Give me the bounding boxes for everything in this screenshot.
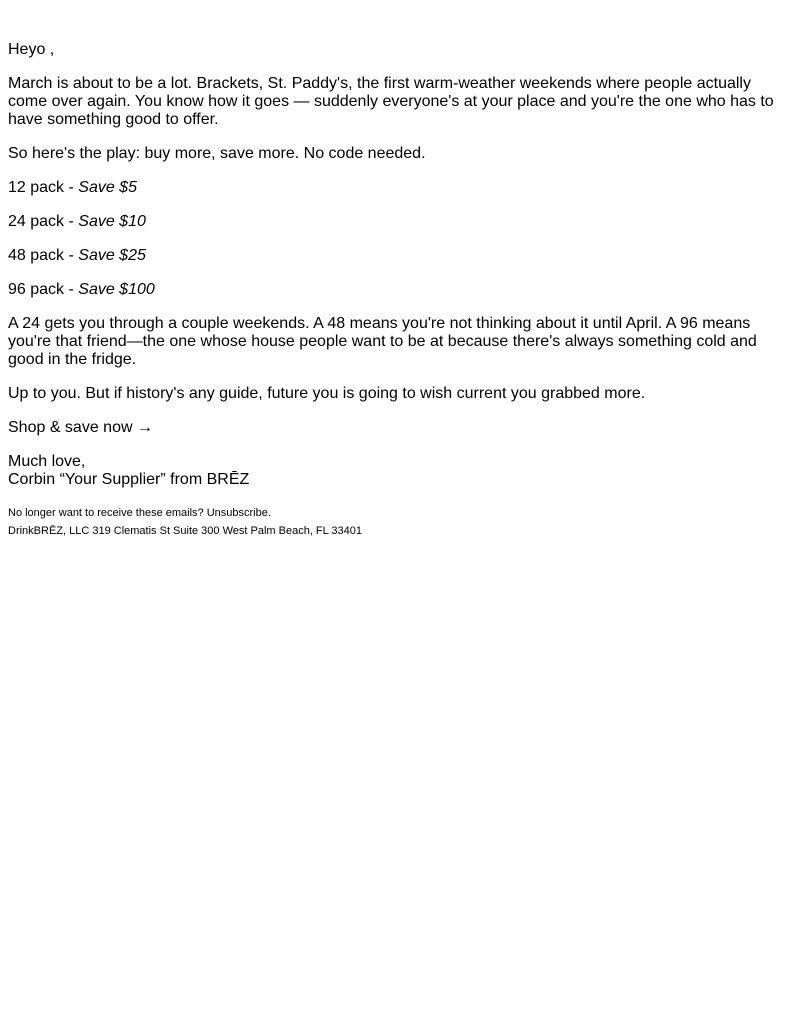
signature-block xyxy=(8,453,788,489)
intro-paragraph: March is about to be a lot. Brackets, St. Paddy's, the first warm-weather weekends where people actually come over again. You know how it goes — suddenly everyone's at your place and you're the one who has to have something good to offer. xyxy=(8,75,774,128)
offer-pack: 96 pack - xyxy=(8,281,79,298)
unsubscribe-link[interactable]: Unsubscribe. xyxy=(206,507,271,519)
signature: Corbin “Your Supplier” from BRĒZ xyxy=(8,471,250,488)
offer-item-48 xyxy=(8,247,788,265)
offer-savings: Save $25 xyxy=(78,247,146,264)
email-body xyxy=(8,41,788,543)
greeting: Heyo , xyxy=(8,41,55,58)
cta-row xyxy=(8,419,788,437)
closer-paragraph: Up to you. But if history's any guide, future you is going to wish current you grabbed more. xyxy=(8,385,646,402)
offer-pack: 24 pack - xyxy=(8,213,79,230)
offer-savings: Save $5 xyxy=(78,179,137,196)
unsubscribe-line xyxy=(8,507,788,520)
email-footer xyxy=(8,507,788,538)
signoff: Much love, xyxy=(8,453,86,470)
pitch-paragraph: A 24 gets you through a couple weekends. A 48 means you're not thinking about it until April. A 96 means you're that friend—the one whose house people want to be at because there's always something cold and good in the fridge. xyxy=(8,315,757,368)
offer-item-96 xyxy=(8,281,788,299)
offer-savings: Save $10 xyxy=(78,213,146,230)
offer-intro: So here's the play: buy more, save more. No code needed. xyxy=(8,145,426,162)
company-address: DrinkBRĒZ, LLC 319 Clematis St Suite 300 West Palm Beach, FL 33401 xyxy=(8,525,362,537)
offer-pack: 48 pack - xyxy=(8,247,79,264)
offer-savings: Save $100 xyxy=(78,281,155,298)
unsubscribe-prefix: No longer want to receive these emails? xyxy=(8,507,207,519)
offer-item-12 xyxy=(8,179,788,197)
offer-pack: 12 pack - xyxy=(8,179,79,196)
offer-item-24 xyxy=(8,213,788,231)
shop-save-link[interactable]: Shop & save now → xyxy=(8,419,153,436)
